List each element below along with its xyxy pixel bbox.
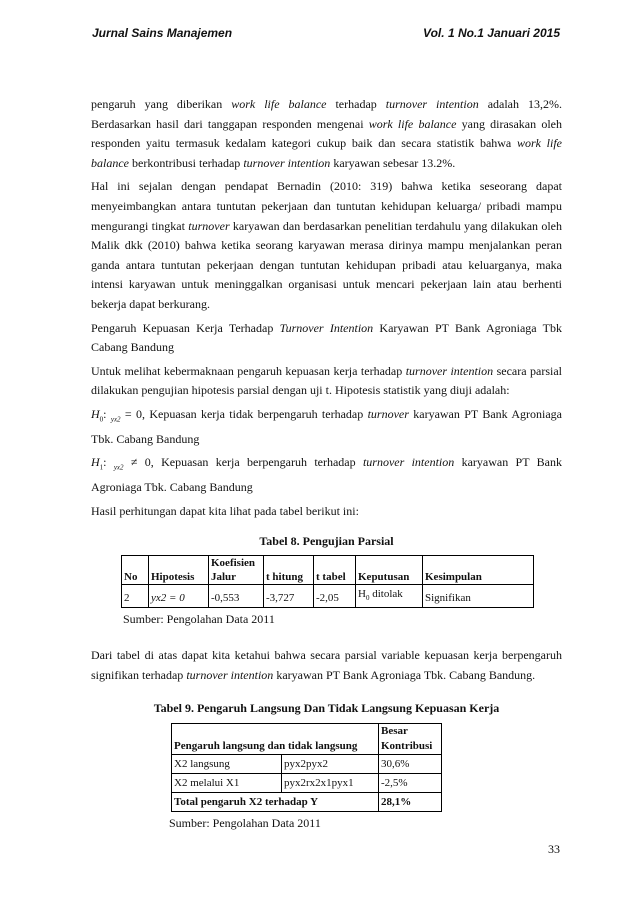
- paragraph-work-life-balance: pengaruh yang diberikan work life balance terhadap turnover intention adalah 13,2%. Berdasarkan hasil dari tanggapan responden mengenai work life balance yang dirasakan oleh responden yaitu termasuk kedalam kategori cukup baik dan secara statistik bahwa work life balance berkontribusi terhadap turnover intention karyawan sebesar 13.2%.: [91, 97, 563, 170]
- col-header: t tabel: [314, 556, 356, 585]
- cell-keputusan: $H_0$ ditolak: [356, 585, 423, 608]
- cell-no: 2: [122, 585, 149, 608]
- cell-ttabel: -2,05: [314, 585, 356, 608]
- cell-koefisien: -0,553: [209, 585, 264, 608]
- page-number: 33: [548, 842, 560, 856]
- col-header: Hipotesis: [149, 556, 209, 585]
- section-heading-kepuasan: Pengaruh Kepuasan Kerja Terhadap Turnover Intention Karyawan PT Bank Agroniaga Tbk Cabang Bandung: [91, 320, 562, 355]
- table-row: [172, 754, 442, 773]
- col-header: t hitung: [264, 556, 314, 585]
- cell-path: X2 langsung: [172, 754, 282, 773]
- table-row: [122, 585, 534, 608]
- table-partial-test: [121, 555, 534, 608]
- table-direct-indirect: [171, 723, 442, 812]
- col-header: Pengaruh langsung dan tidak langsung: [172, 723, 379, 754]
- cell-contribution: -2,5%: [379, 773, 442, 792]
- table-row: [172, 773, 442, 792]
- cell-contribution: 30,6%: [379, 754, 442, 773]
- col-header: Koefisien Jalur: [209, 556, 264, 585]
- cell-hipotesis: yx2 = 0: [149, 585, 209, 608]
- cell-total-label: Total pengaruh X2 terhadap Y: [172, 792, 379, 811]
- cell-formula: pyx2rx2x1pyx1: [282, 773, 379, 792]
- paragraph-conclusion: Dari tabel di atas dapat kita ketahui bahwa secara parsial variable kepuasan kerja berpengaruh signifikan terhadap turnover intention karyawan PT Bank Agroniaga Tbk. Cabang Bandung.: [91, 648, 562, 682]
- journal-volume: Vol. 1 No.1 Januari 2015: [423, 26, 560, 40]
- table-header-row: [172, 723, 442, 754]
- table9-source: Sumber: Pengolahan Data 2011: [169, 815, 321, 830]
- table8-caption: Tabel 8. Pengujian Parsial: [259, 533, 394, 548]
- table8-source: Sumber: Pengolahan Data 2011: [123, 612, 275, 627]
- journal-title: Jurnal Sains Manajemen: [92, 26, 233, 40]
- cell-kesimpulan: Signifikan: [423, 585, 534, 608]
- page-body: [91, 95, 562, 833]
- cell-path: X2 melalui X1: [172, 773, 282, 792]
- hypothesis-h1: $H_1$: $_{yx2}$ ≠ 0, Kepuasan kerja berpengaruh terhadap turnover intention karyawan PT Bank Agroniaga Tbk. Cabang Bandung: [91, 455, 562, 495]
- hypothesis-h0: $H_0$: $_{yx2}$ = 0, Kepuasan kerja tidak berpengaruh terhadap turnover karyawan PT Bank Agroniaga Tbk. Cabang Bandung: [91, 406, 562, 446]
- table-header-row: [122, 556, 534, 585]
- col-header: Kesimpulan: [423, 556, 534, 585]
- page-header: [92, 26, 560, 44]
- cell-total-value: 28,1%: [379, 792, 442, 811]
- table-total-row: [172, 792, 442, 811]
- col-header: Besar Kontribusi: [379, 723, 442, 754]
- col-header: Keputusan: [356, 556, 423, 585]
- cell-thitung: -3,727: [264, 585, 314, 608]
- paragraph-hypothesis-intro: Untuk melihat kebermaknaan pengaruh kepuasan kerja terhadap turnover intention secara parsial dilakukan pengujian hipotesis parsial dengan uji t. Hipotesis statistik yang diuji adalah:: [91, 363, 562, 398]
- table9-caption: Tabel 9. Pengaruh Langsung Dan Tidak Langsung Kepuasan Kerja: [153, 701, 500, 716]
- col-header: No: [122, 556, 149, 585]
- cell-formula: pyx2pyx2: [282, 754, 379, 773]
- paragraph-results-intro: Hasil perhitungan dapat kita lihat pada tabel berikut ini:: [91, 504, 359, 519]
- paragraph-bernadin: Hal ini sejalan dengan pendapat Bernadin (2010: 319) bahwa ketika seseorang dapat menyeimbangkan antara tuntutan pekerjaan dan tuntutan kehidupan keluarga/ pribadi mampu mengurangi tingkat turnover karyawan dan berdasarkan penelitian terdahulu yang dilakukan oleh Malik dkk (2010) bahwa ketika seorang karyawan merasa dirinya mampu menjalankan peran ganda antara tuntutan pekerjaan dengan tuntutan kehidupan pribadi atau keluarganya, maka intensi karyawan untuk meninggalkan organisasi untuk mencari pekerjaan lain atau berhenti bekerja dapat berkurang.: [91, 179, 562, 311]
